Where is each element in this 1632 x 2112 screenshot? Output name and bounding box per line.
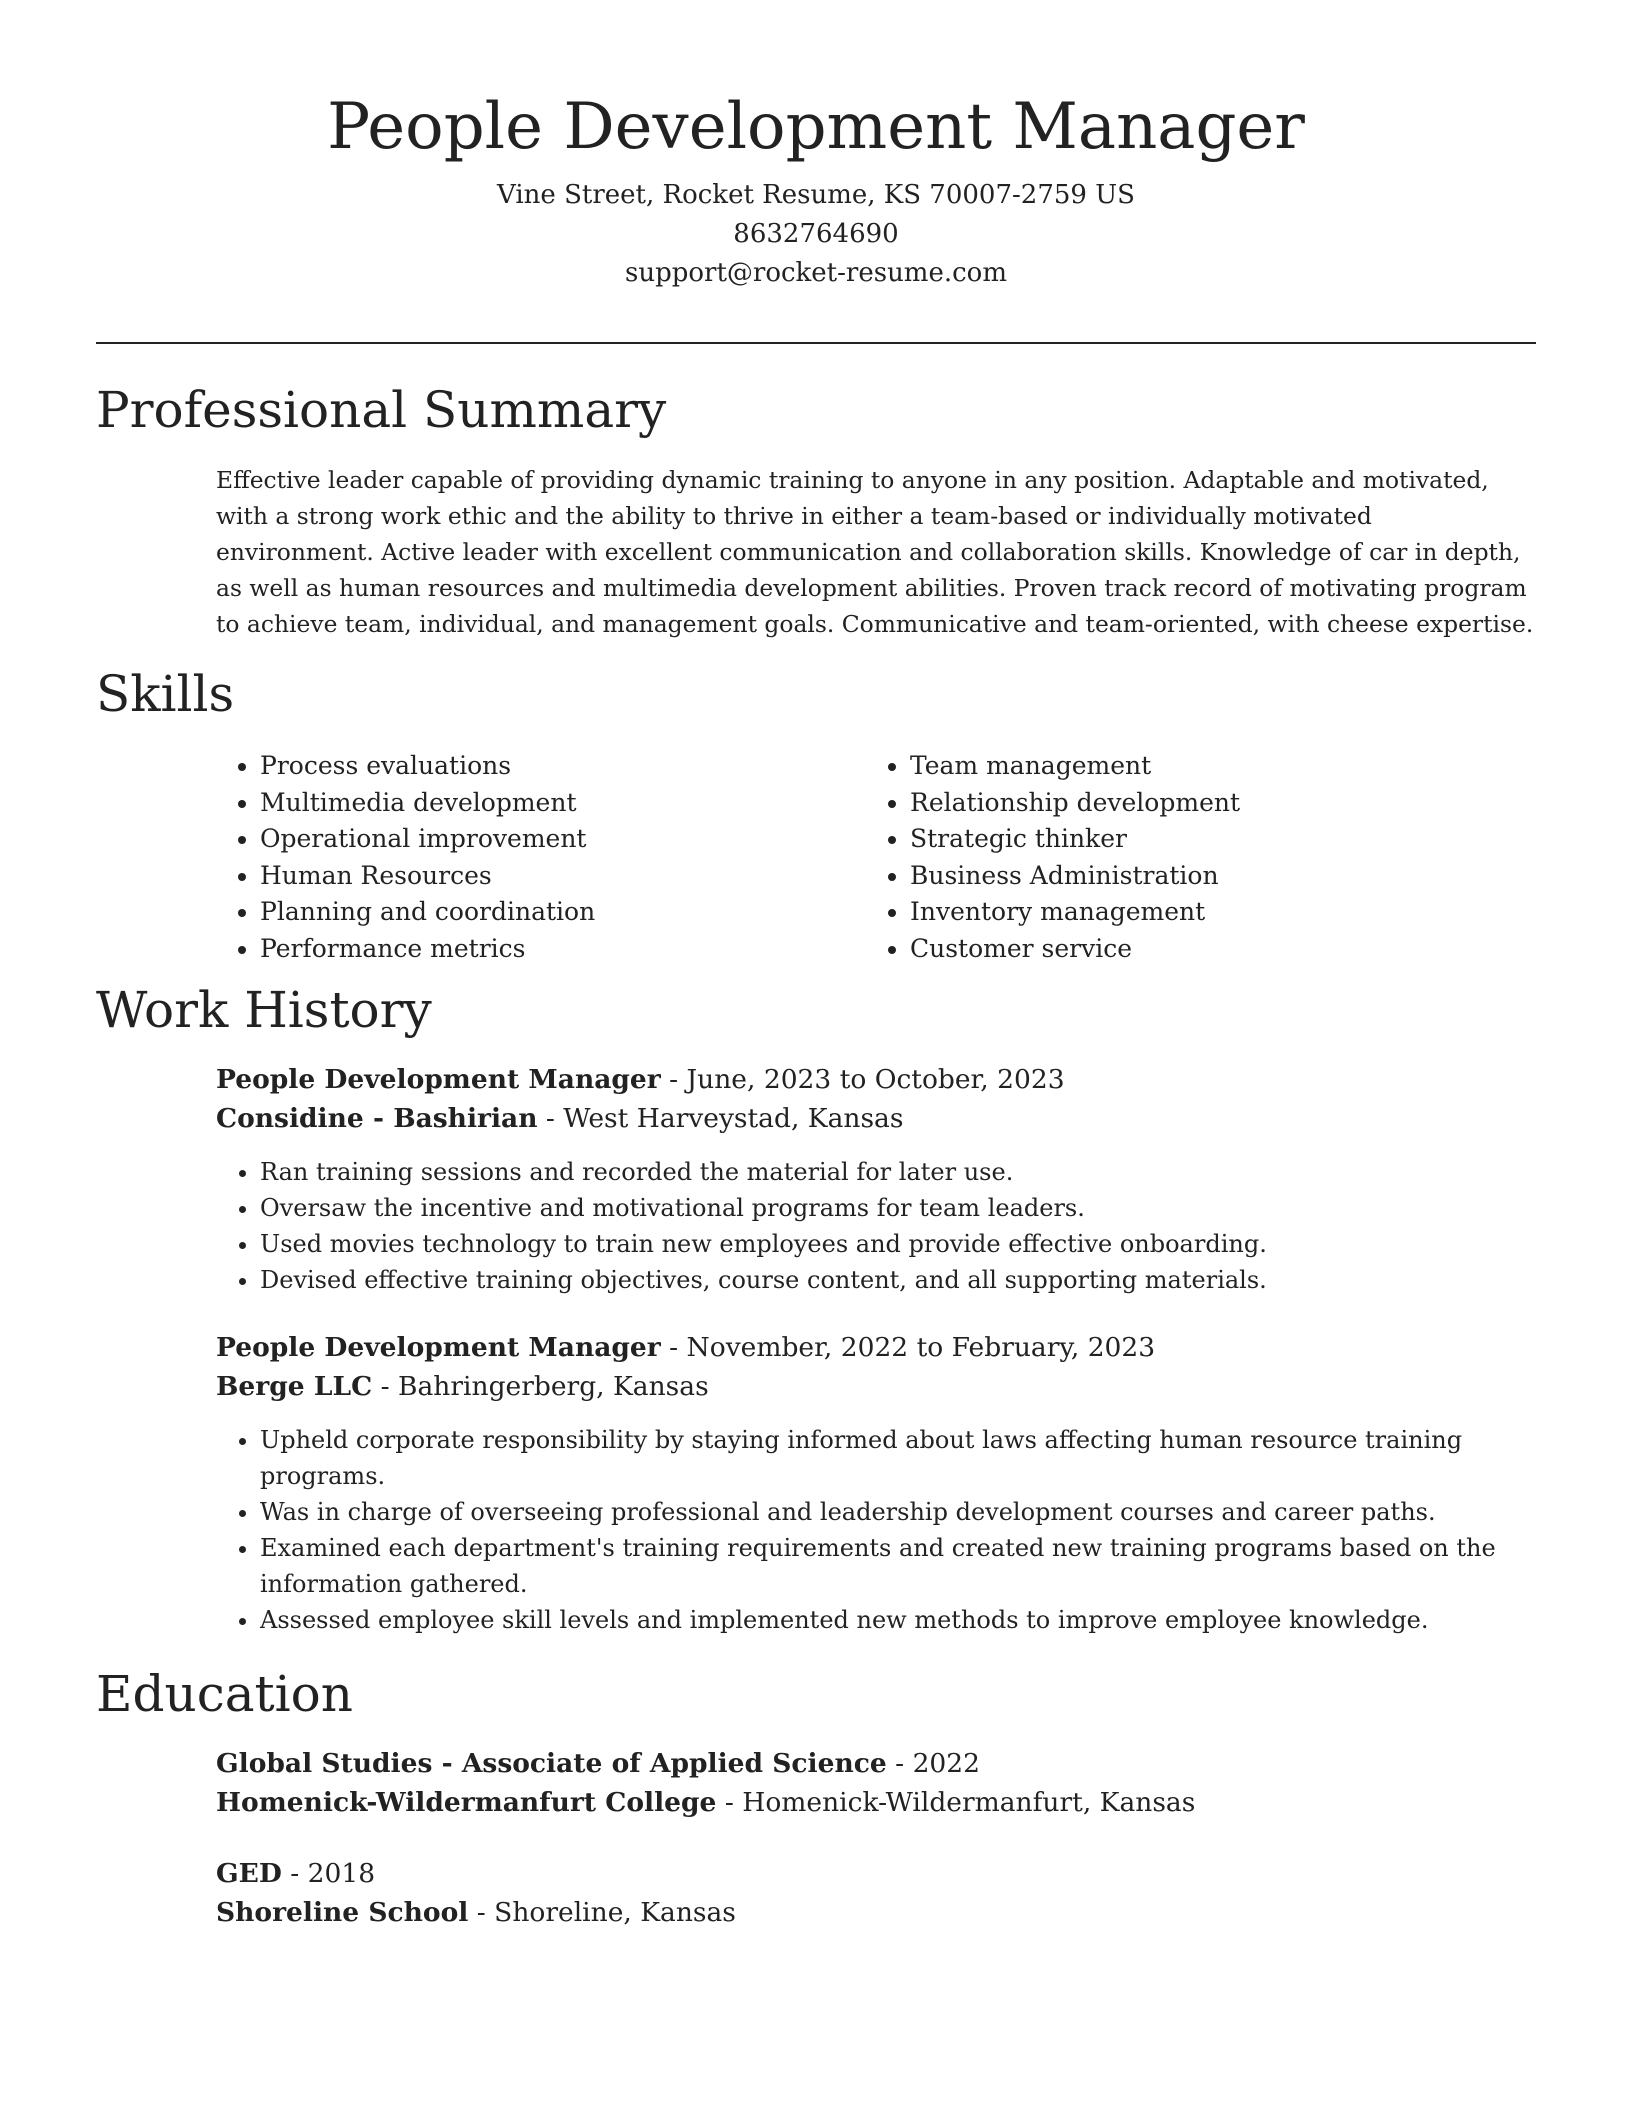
job-duty: • Upheld corporate responsibility by staying informed about laws affecting human resource training programs. bbox=[260, 1422, 1536, 1494]
job-title-line bbox=[216, 1328, 1536, 1367]
job-title-line bbox=[216, 1060, 1536, 1099]
skill-item: • Strategic thinker bbox=[910, 821, 1516, 858]
separator: - bbox=[660, 1064, 687, 1095]
separator: - bbox=[716, 1787, 743, 1818]
job-entry bbox=[216, 1328, 1536, 1638]
education-entry bbox=[216, 1744, 1536, 1822]
job-duty: • Examined each department's training requirements and created new training programs based on the information gathered. bbox=[260, 1530, 1536, 1602]
skill-item: • Customer service bbox=[910, 931, 1516, 968]
skill-item: • Performance metrics bbox=[260, 931, 866, 968]
education-year: 2018 bbox=[307, 1858, 376, 1889]
separator: - bbox=[886, 1748, 913, 1779]
skill-item: • Human Resources bbox=[260, 858, 866, 895]
skill-item: • Business Administration bbox=[910, 858, 1516, 895]
skills-list bbox=[216, 748, 1536, 967]
job-duty: • Ran training sessions and recorded the material for later use. bbox=[260, 1154, 1536, 1190]
job-duty: • Used movies technology to train new employees and provide effective onboarding. bbox=[260, 1226, 1536, 1262]
resume-header bbox=[96, 82, 1536, 293]
skills-column-right bbox=[866, 748, 1516, 967]
contact-email: support@rocket-resume.com bbox=[624, 258, 1007, 288]
job-dates: November, 2022 to February, 2023 bbox=[686, 1332, 1156, 1363]
contact-phone: 8632764690 bbox=[733, 219, 899, 249]
education-heading: Education bbox=[96, 1665, 353, 1723]
job-company: Considine - Bashirian bbox=[216, 1103, 538, 1134]
separator: - bbox=[281, 1858, 308, 1889]
education-school: Shoreline School bbox=[216, 1897, 469, 1928]
skills-heading: Skills bbox=[96, 665, 235, 723]
job-company-line bbox=[216, 1367, 1536, 1406]
skill-item: • Team management bbox=[910, 748, 1516, 785]
summary-text: Effective leader capable of providing dynamic training to anyone in any position. Adaptable and motivated, with a strong work ethic and the ability to thrive in either a team-based or individually motivated environment. Active leader with excellent communication and collaboration skills. Knowledge of car in depth, as well as human resources and multimedia development abilities. Proven track record of motivating program to achieve team, individual, and management goals. Communicative and team-oriented, with cheese expertise. bbox=[216, 466, 1534, 638]
skills-column-left bbox=[216, 748, 866, 967]
education-degree: GED bbox=[216, 1858, 282, 1889]
separator: - bbox=[372, 1371, 399, 1402]
job-position: People Development Manager bbox=[216, 1332, 661, 1363]
education-degree-line bbox=[216, 1744, 1536, 1783]
separator: - bbox=[660, 1332, 687, 1363]
skill-item: • Process evaluations bbox=[260, 748, 866, 785]
job-duty: • Assessed employee skill levels and implemented new methods to improve employee knowledge. bbox=[260, 1602, 1536, 1638]
job-location: Bahringerberg, Kansas bbox=[398, 1371, 709, 1402]
job-position: People Development Manager bbox=[216, 1064, 661, 1095]
job-company-line bbox=[216, 1099, 1536, 1138]
job-duty: • Oversaw the incentive and motivational programs for team leaders. bbox=[260, 1190, 1536, 1226]
job-duties bbox=[216, 1422, 1536, 1638]
separator: - bbox=[537, 1103, 564, 1134]
education-year: 2022 bbox=[912, 1748, 981, 1779]
education-location: Shoreline, Kansas bbox=[494, 1897, 736, 1928]
education-degree-line bbox=[216, 1854, 1536, 1893]
education-school-line bbox=[216, 1893, 1536, 1932]
education-school-line bbox=[216, 1783, 1536, 1822]
education-degree: Global Studies - Associate of Applied Science bbox=[216, 1748, 887, 1779]
skill-item: • Multimedia development bbox=[260, 785, 866, 822]
skill-item: • Planning and coordination bbox=[260, 894, 866, 931]
education-school: Homenick-Wildermanfurt College bbox=[216, 1787, 717, 1818]
education-entry bbox=[216, 1854, 1536, 1932]
header-divider bbox=[96, 342, 1536, 344]
contact-address: Vine Street, Rocket Resume, KS 70007-2759 US bbox=[497, 180, 1135, 210]
job-entry bbox=[216, 1060, 1536, 1298]
job-duty: • Devised effective training objectives, course content, and all supporting materials. bbox=[260, 1262, 1536, 1298]
education-location: Homenick-Wildermanfurt, Kansas bbox=[742, 1787, 1196, 1818]
work-history-heading: Work History bbox=[96, 981, 432, 1039]
job-duty: • Was in charge of overseeing professional and leadership development courses and career paths. bbox=[260, 1494, 1536, 1530]
job-dates: June, 2023 to October, 2023 bbox=[686, 1064, 1065, 1095]
skill-item: • Relationship development bbox=[910, 785, 1516, 822]
job-company: Berge LLC bbox=[216, 1371, 373, 1402]
skill-item: • Inventory management bbox=[910, 894, 1516, 931]
skill-item: • Operational improvement bbox=[260, 821, 866, 858]
job-location: West Harveystad, Kansas bbox=[563, 1103, 904, 1134]
job-duties bbox=[216, 1154, 1536, 1298]
separator: - bbox=[468, 1897, 495, 1928]
candidate-title: People Development Manager bbox=[327, 90, 1305, 164]
summary-heading: Professional Summary bbox=[96, 381, 667, 439]
